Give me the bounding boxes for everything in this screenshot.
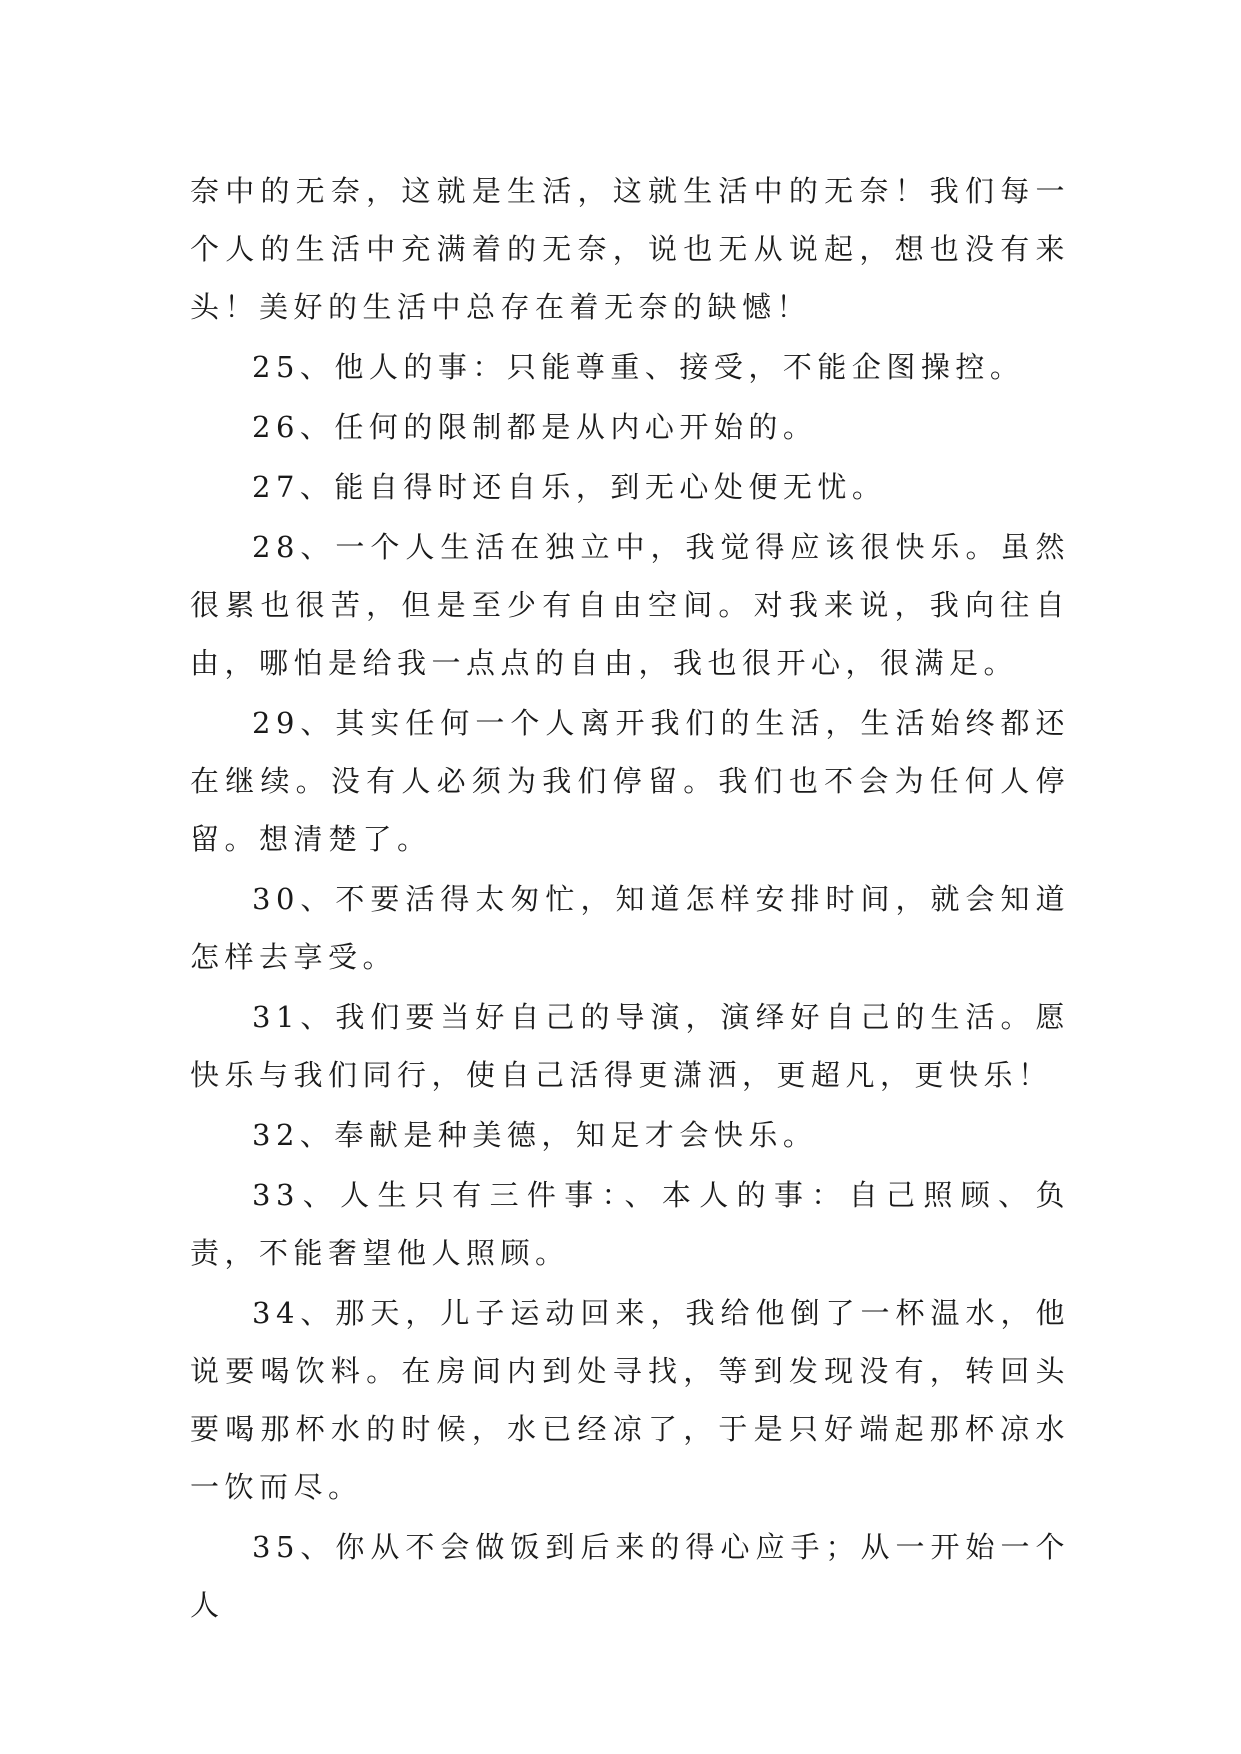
document-page xyxy=(190,162,1070,1636)
paragraph-continuation: 奈中的无奈，这就是生活，这就生活中的无奈！我们每一个人的生活中充满着的无奈，说也无从说起，想也没有来头！美好的生活中总存在着无奈的缺憾！ xyxy=(190,174,1070,324)
paragraph-33: 33、人生只有三件事：、本人的事：自己照顾、负责，不能奢望他人照顾。 xyxy=(190,1178,1070,1270)
paragraph-29: 29、其实任何一个人离开我们的生活，生活始终都还在继续。没有人必须为我们停留。我们也不会为任何人停留。想清楚了。 xyxy=(190,706,1070,856)
paragraph-34: 34、那天，儿子运动回来，我给他倒了一杯温水，他说要喝饮料。在房间内到处寻找，等到发现没有，转回头要喝那杯水的时候，水已经凉了，于是只好端起那杯凉水一饮而尽。 xyxy=(190,1296,1070,1504)
paragraph-35: 35、你从不会做饭到后来的得心应手；从一开始一个人 xyxy=(190,1530,1070,1622)
paragraph-27: 27、能自得时还自乐，到无心处便无忧。 xyxy=(252,470,887,504)
paragraph-30: 30、不要活得太匆忙，知道怎样安排时间，就会知道怎样去享受。 xyxy=(190,882,1070,974)
paragraph-28: 28、一个人生活在独立中，我觉得应该很快乐。虽然很累也很苦，但是至少有自由空间。对我来说，我向往自由，哪怕是给我一点点的自由，我也很开心，很满足。 xyxy=(190,530,1070,680)
paragraph-31: 31、我们要当好自己的导演，演绎好自己的生活。愿快乐与我们同行，使自己活得更潇洒，更超凡，更快乐！ xyxy=(190,1000,1070,1092)
paragraph-32: 32、奉献是种美德，知足才会快乐。 xyxy=(252,1118,818,1152)
paragraph-25: 25、他人的事：只能尊重、接受，不能企图操控。 xyxy=(252,350,1025,384)
paragraph-26: 26、任何的限制都是从内心开始的。 xyxy=(252,410,818,444)
